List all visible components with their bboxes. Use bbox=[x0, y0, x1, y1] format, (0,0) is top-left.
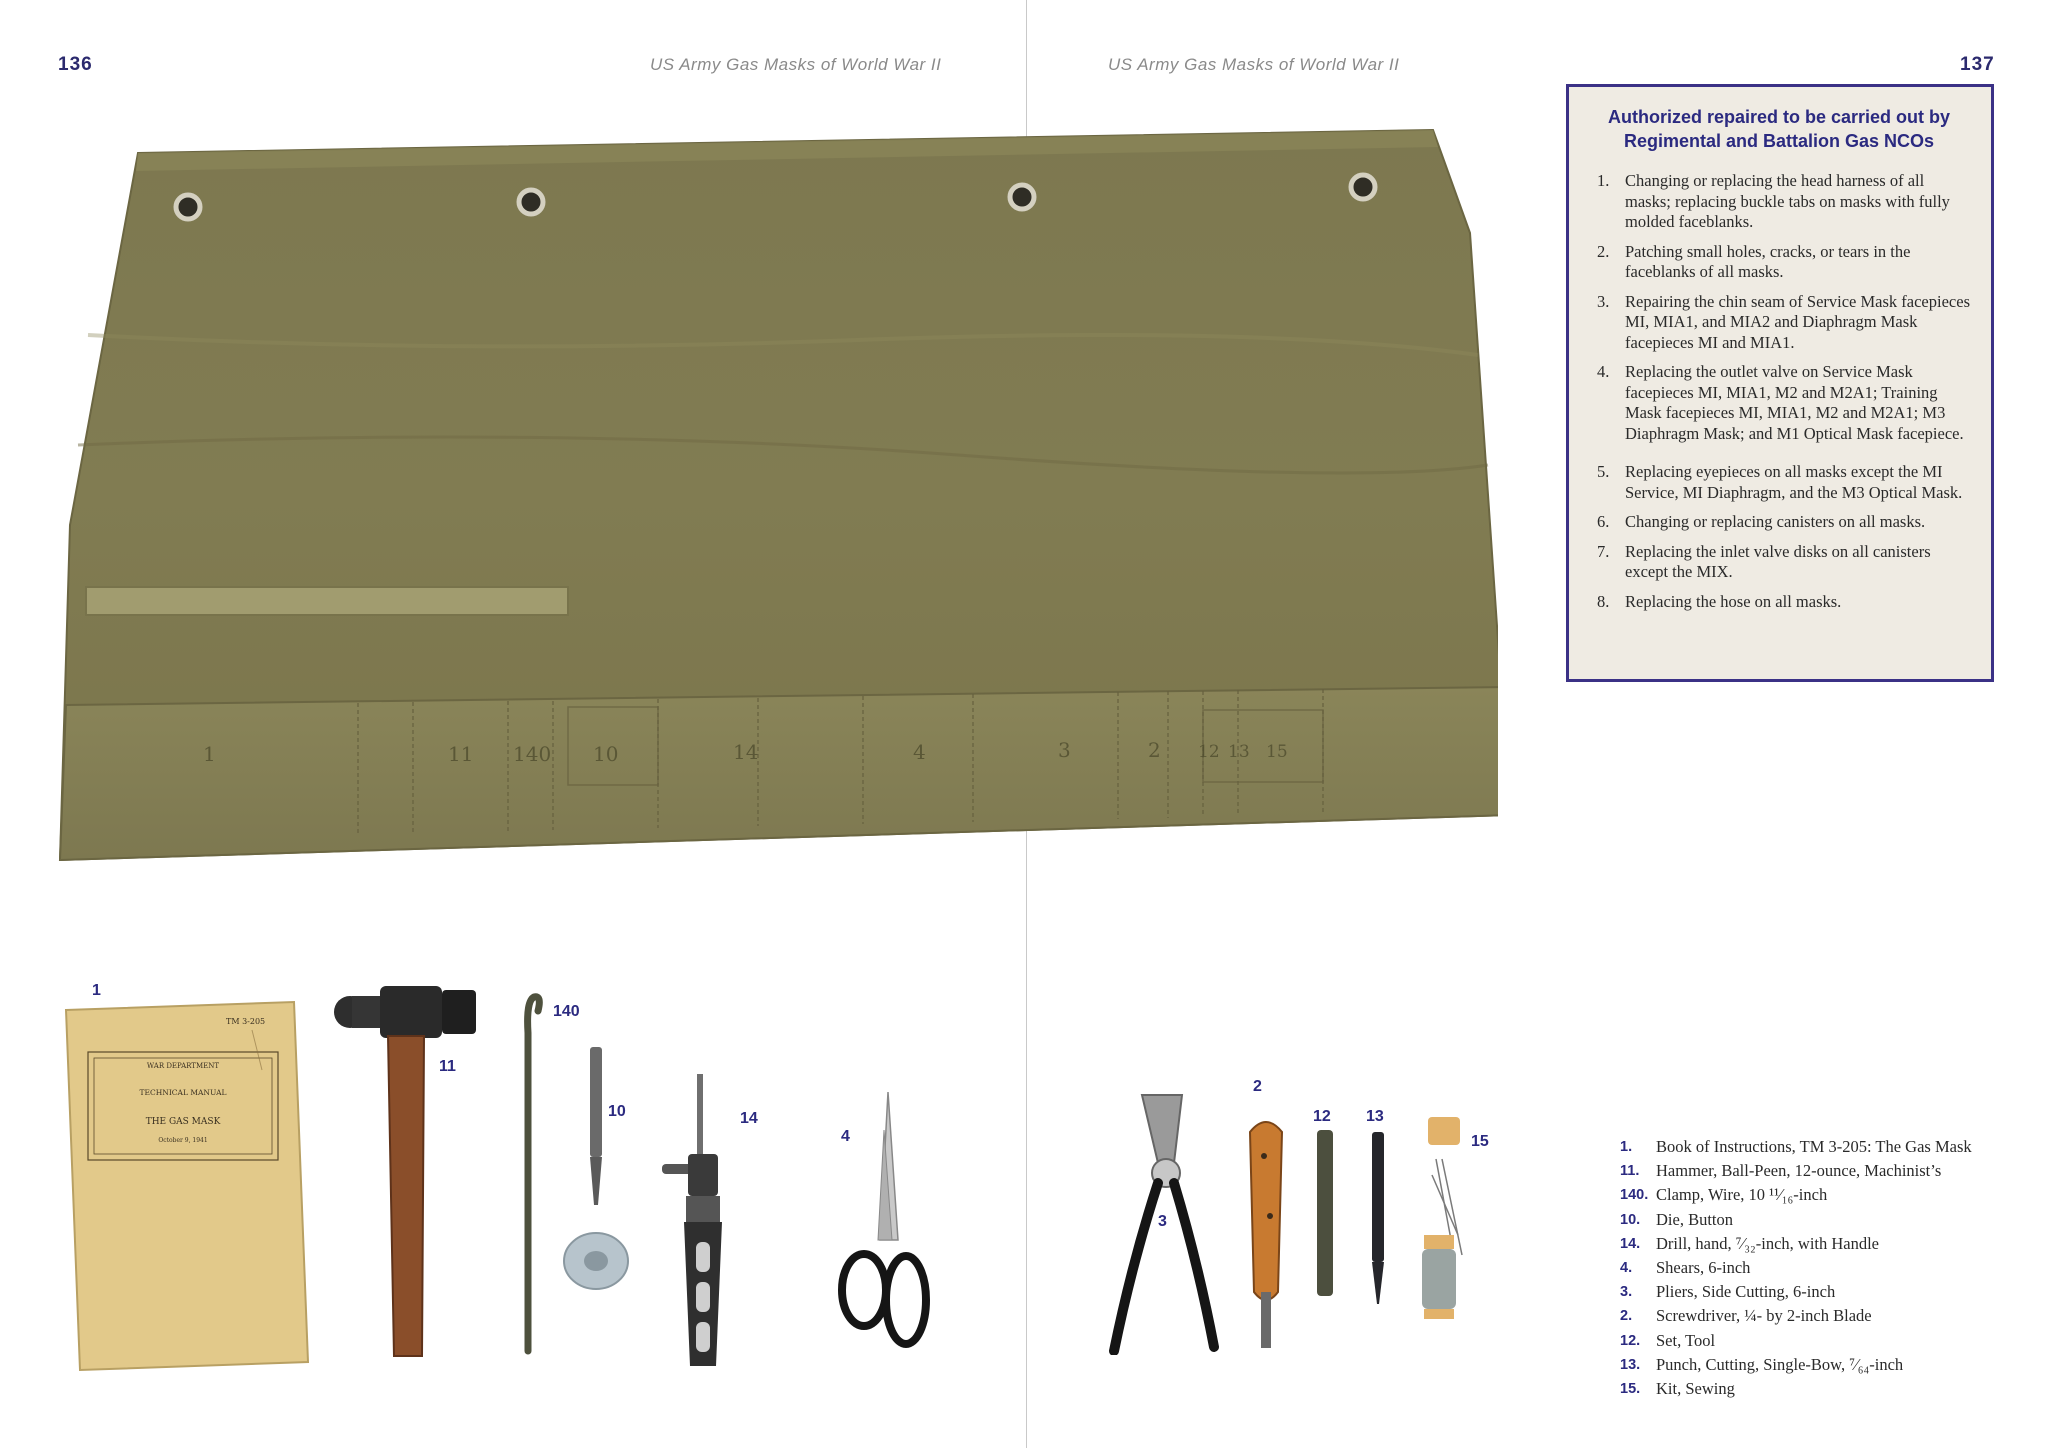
legend-row: 4. Shears, 6-inch bbox=[1620, 1258, 1751, 1278]
set-tool-icon bbox=[1313, 1128, 1337, 1300]
list-item: 5. Replacing eyepieces on all masks except the MI Service, MI Diaphragm, and the M3 Optical Mask. bbox=[1597, 462, 1963, 502]
tool-label-punch: 13 bbox=[1366, 1108, 1384, 1125]
tool-label-kit: 15 bbox=[1471, 1133, 1489, 1150]
hammer-icon bbox=[330, 986, 490, 1366]
ncos-repair-box bbox=[1566, 84, 1994, 682]
tool-label-book: 1 bbox=[92, 982, 101, 999]
tool-label-clamp: 140 bbox=[553, 1003, 580, 1020]
legend-row: 1. Book of Instructions, TM 3-205: The Gas Mask bbox=[1620, 1137, 1972, 1157]
pocket-label: 4 bbox=[913, 740, 926, 764]
book-date: October 9, 1941 bbox=[158, 1137, 208, 1144]
legend-row: 14. Drill, hand, ⁷⁄₃₂-inch, with Handle bbox=[1620, 1233, 1880, 1253]
pocket-label: 12 bbox=[1198, 742, 1220, 762]
tool-roll-illustration bbox=[58, 125, 1498, 865]
drill-icon bbox=[660, 1072, 740, 1372]
pocket-label: 1 bbox=[203, 742, 216, 766]
sewing-kit-icon bbox=[1412, 1115, 1482, 1320]
tool-label-pliers: 3 bbox=[1158, 1213, 1167, 1230]
tool-label-die: 10 bbox=[608, 1103, 626, 1120]
legend-row: 10. Die, Button bbox=[1620, 1209, 1733, 1229]
list-item: 8. Replacing the hose on all masks. bbox=[1597, 591, 1842, 611]
tool-roll-photo bbox=[58, 125, 1498, 865]
pocket-label: 11 bbox=[448, 742, 474, 766]
pocket-label: 10 bbox=[593, 742, 619, 766]
list-item: 7. Replacing the inlet valve disks on all canisters except the MIX. bbox=[1597, 541, 1931, 581]
book-photo bbox=[62, 1000, 310, 1372]
tool-label-screwdriver: 2 bbox=[1253, 1078, 1262, 1095]
tool-label-drill: 14 bbox=[740, 1110, 758, 1127]
tie-strap bbox=[86, 587, 568, 615]
tools-legend bbox=[1620, 1135, 2030, 1401]
book-title: THE GAS MASK bbox=[145, 1117, 221, 1127]
screwdriver-icon bbox=[1236, 1112, 1296, 1352]
legend-row: 15. Kit, Sewing bbox=[1620, 1378, 1735, 1398]
book-department: WAR DEPARTMENT bbox=[146, 1062, 220, 1070]
tool-label-hammer: 11 bbox=[439, 1058, 456, 1075]
list-item: 1. Changing or replacing the head harness of all masks; replacing buckle tabs on masks with fully molded faceblanks. bbox=[1597, 171, 1950, 231]
pocket-label: 2 bbox=[1148, 738, 1161, 762]
pocket-label: 140 bbox=[513, 742, 552, 766]
legend-row: 13. Punch, Cutting, Single-Bow, ⁷⁄₆₄-inch bbox=[1620, 1354, 1904, 1374]
punch-icon bbox=[1368, 1130, 1388, 1306]
pocket-label: 13 bbox=[1228, 742, 1250, 762]
legend-row: 11. Hammer, Ball-Peen, 12-ounce, Machinist’s bbox=[1620, 1161, 1942, 1181]
pliers-icon bbox=[1102, 1093, 1232, 1355]
pocket-strip bbox=[60, 687, 1498, 860]
legend-row: 2. Screwdriver, ¼- by 2-inch Blade bbox=[1620, 1306, 1872, 1326]
info-box-title: Authorized repaired to be carried out by Regimental and Battalion Gas NCOs bbox=[1607, 107, 1951, 151]
list-item: 3. Repairing the chin seam of Service Mask facepieces MI, MIA1, and MIA2 and Diaphragm Mask facepieces MI and MIA1. bbox=[1597, 291, 1970, 352]
tool-label-shears: 4 bbox=[841, 1128, 850, 1145]
list-item: 4. Replacing the outlet valve on Service Mask facepieces MI, MIA1, M2 and M2A1; Training Mask facepieces MI, MIA1, M2 and M2A1; M3 Diaphragm Mask; and M1 Optical Mask facepiece. bbox=[1597, 362, 1964, 443]
clamp-icon bbox=[512, 993, 552, 1355]
legend-row: 3. Pliers, Side Cutting, 6-inch bbox=[1620, 1282, 1836, 1302]
repair-list bbox=[1587, 171, 1971, 612]
list-item: 2. Patching small holes, cracks, or tears in the faceblanks of all masks. bbox=[1597, 241, 1911, 281]
pocket-label: 14 bbox=[733, 740, 759, 764]
shears-icon bbox=[836, 1090, 936, 1362]
pocket-label: 3 bbox=[1058, 738, 1071, 762]
book-series: TECHNICAL MANUAL bbox=[139, 1088, 227, 1097]
tool-label-set: 12 bbox=[1313, 1108, 1331, 1125]
left-running-head: US Army Gas Masks of World War II bbox=[650, 55, 942, 74]
right-page-number: 137 bbox=[1960, 54, 1995, 75]
book-corner-text: TM 3-205 bbox=[226, 1017, 266, 1026]
pocket-label: 15 bbox=[1266, 742, 1288, 762]
die-icon bbox=[560, 1045, 632, 1305]
list-item: 6. Changing or replacing canisters on all masks. bbox=[1597, 512, 1926, 531]
legend-row: 12. Set, Tool bbox=[1620, 1330, 1716, 1350]
right-running-head: US Army Gas Masks of World War II bbox=[1108, 55, 1400, 74]
legend-row: 140. Clamp, Wire, 10 ¹¹⁄₁₆-inch bbox=[1620, 1185, 1828, 1205]
left-page-number: 136 bbox=[58, 54, 93, 75]
